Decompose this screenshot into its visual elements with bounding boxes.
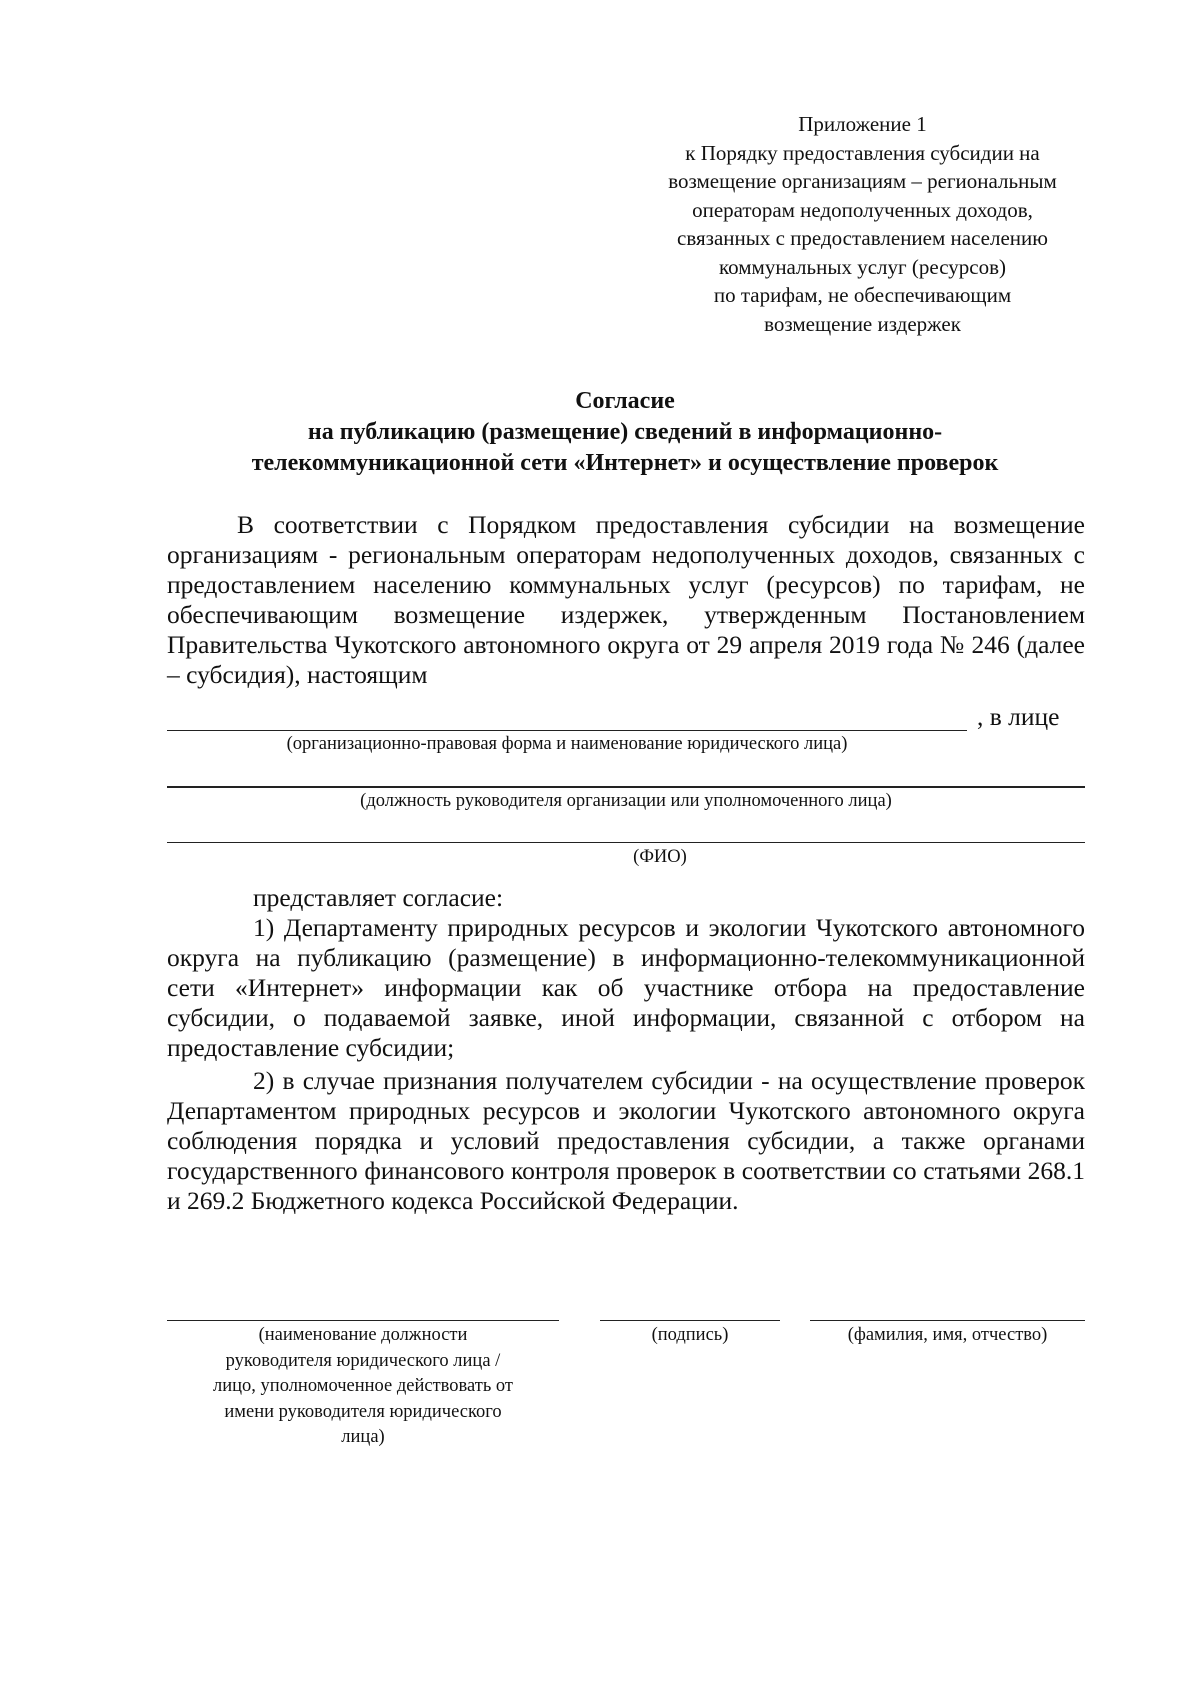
- title-line: на публикацию (размещение) сведений в информационно-: [307, 419, 943, 445]
- appendix-line: к Порядку предоставления субсидии на: [685, 140, 1040, 165]
- organization-fill-line[interactable]: [167, 730, 967, 731]
- appendix-line: коммунальных услуг (ресурсов): [719, 254, 1006, 279]
- signature-line[interactable]: [600, 1320, 780, 1321]
- consent-item-2: 2) в случае признания получателем субсидии - на осуществление проверок Департаментом природных ресурсов и экологии Чукотского автономного округа соблюдения порядка и условий предоставления субсидии, а также органами государственного финансового контроля проверок в соответствии со статьями 268.1 и 269.2 Бюджетного кодекса Российской Федерации.: [167, 1066, 1085, 1215]
- signature-caption: (подпись): [651, 1325, 729, 1345]
- title-line: телекоммуникационной сети «Интернет» и осуществление проверок: [251, 450, 999, 476]
- organization-caption: (организационно-правовая форма и наименование юридического лица): [286, 734, 848, 754]
- signature-position-line[interactable]: [167, 1320, 559, 1321]
- fio-fill-line[interactable]: [167, 842, 1085, 843]
- document-title: [165, 386, 1085, 479]
- appendix-line: по тарифам, не обеспечивающим: [713, 283, 1012, 307]
- consent-lead: представляет согласие:: [253, 883, 504, 912]
- signature-name-line[interactable]: [810, 1320, 1085, 1321]
- intro-paragraph: В соответствии с Порядком предоставления субсидии на возмещение организациям - региональным операторам недополученных доходов, связанных с предоставлением населению коммунальных услуг (ресурсов) по тарифам, не обеспечивающим возмещение издержек, утвержденным Постановлением Правительства Чукотского автономного округа от 29 апреля 2019 года № 246 (далее – субсидия), настоящим: [167, 510, 1085, 689]
- organization-tail-text: , в лице: [977, 702, 1060, 731]
- fio-caption: (ФИО): [633, 847, 687, 867]
- appendix-line: возмещение издержек: [764, 311, 961, 336]
- signature-position-caption-line: руководителя юридического лица /: [225, 1350, 501, 1371]
- position-caption: (должность руководителя организации или уполномоченного лица): [360, 791, 892, 811]
- signature-position-caption: [167, 1323, 559, 1451]
- signature-position-caption-line: (наименование должности: [258, 1325, 468, 1345]
- appendix-line: возмещение организациям – региональным: [668, 169, 1057, 193]
- title-line: Согласие: [575, 388, 675, 414]
- appendix-line: операторам недополученных доходов,: [692, 197, 1033, 222]
- appendix-line: связанных с предоставлением населению: [677, 226, 1048, 250]
- appendix-line: Приложение 1: [798, 112, 927, 136]
- position-fill-line[interactable]: [167, 786, 1085, 788]
- signature-position-caption-line: лица): [341, 1427, 385, 1447]
- signature-position-caption-line: имени руководителя юридического: [224, 1401, 502, 1422]
- appendix-header: [600, 110, 1125, 338]
- consent-item-1: 1) Департаменту природных ресурсов и экологии Чукотского автономного округа на публикацию (размещение) в информационно-телекоммуникационной сети «Интернет» информации как об участнике отбора на предоставление субсидии, о подаваемой заявке, иной информации, связанной с отбором на предоставление субсидии;: [167, 913, 1085, 1062]
- signature-position-caption-line: лицо, уполномоченное действовать от: [213, 1376, 513, 1396]
- signature-name-caption: (фамилия, имя, отчество): [847, 1325, 1048, 1345]
